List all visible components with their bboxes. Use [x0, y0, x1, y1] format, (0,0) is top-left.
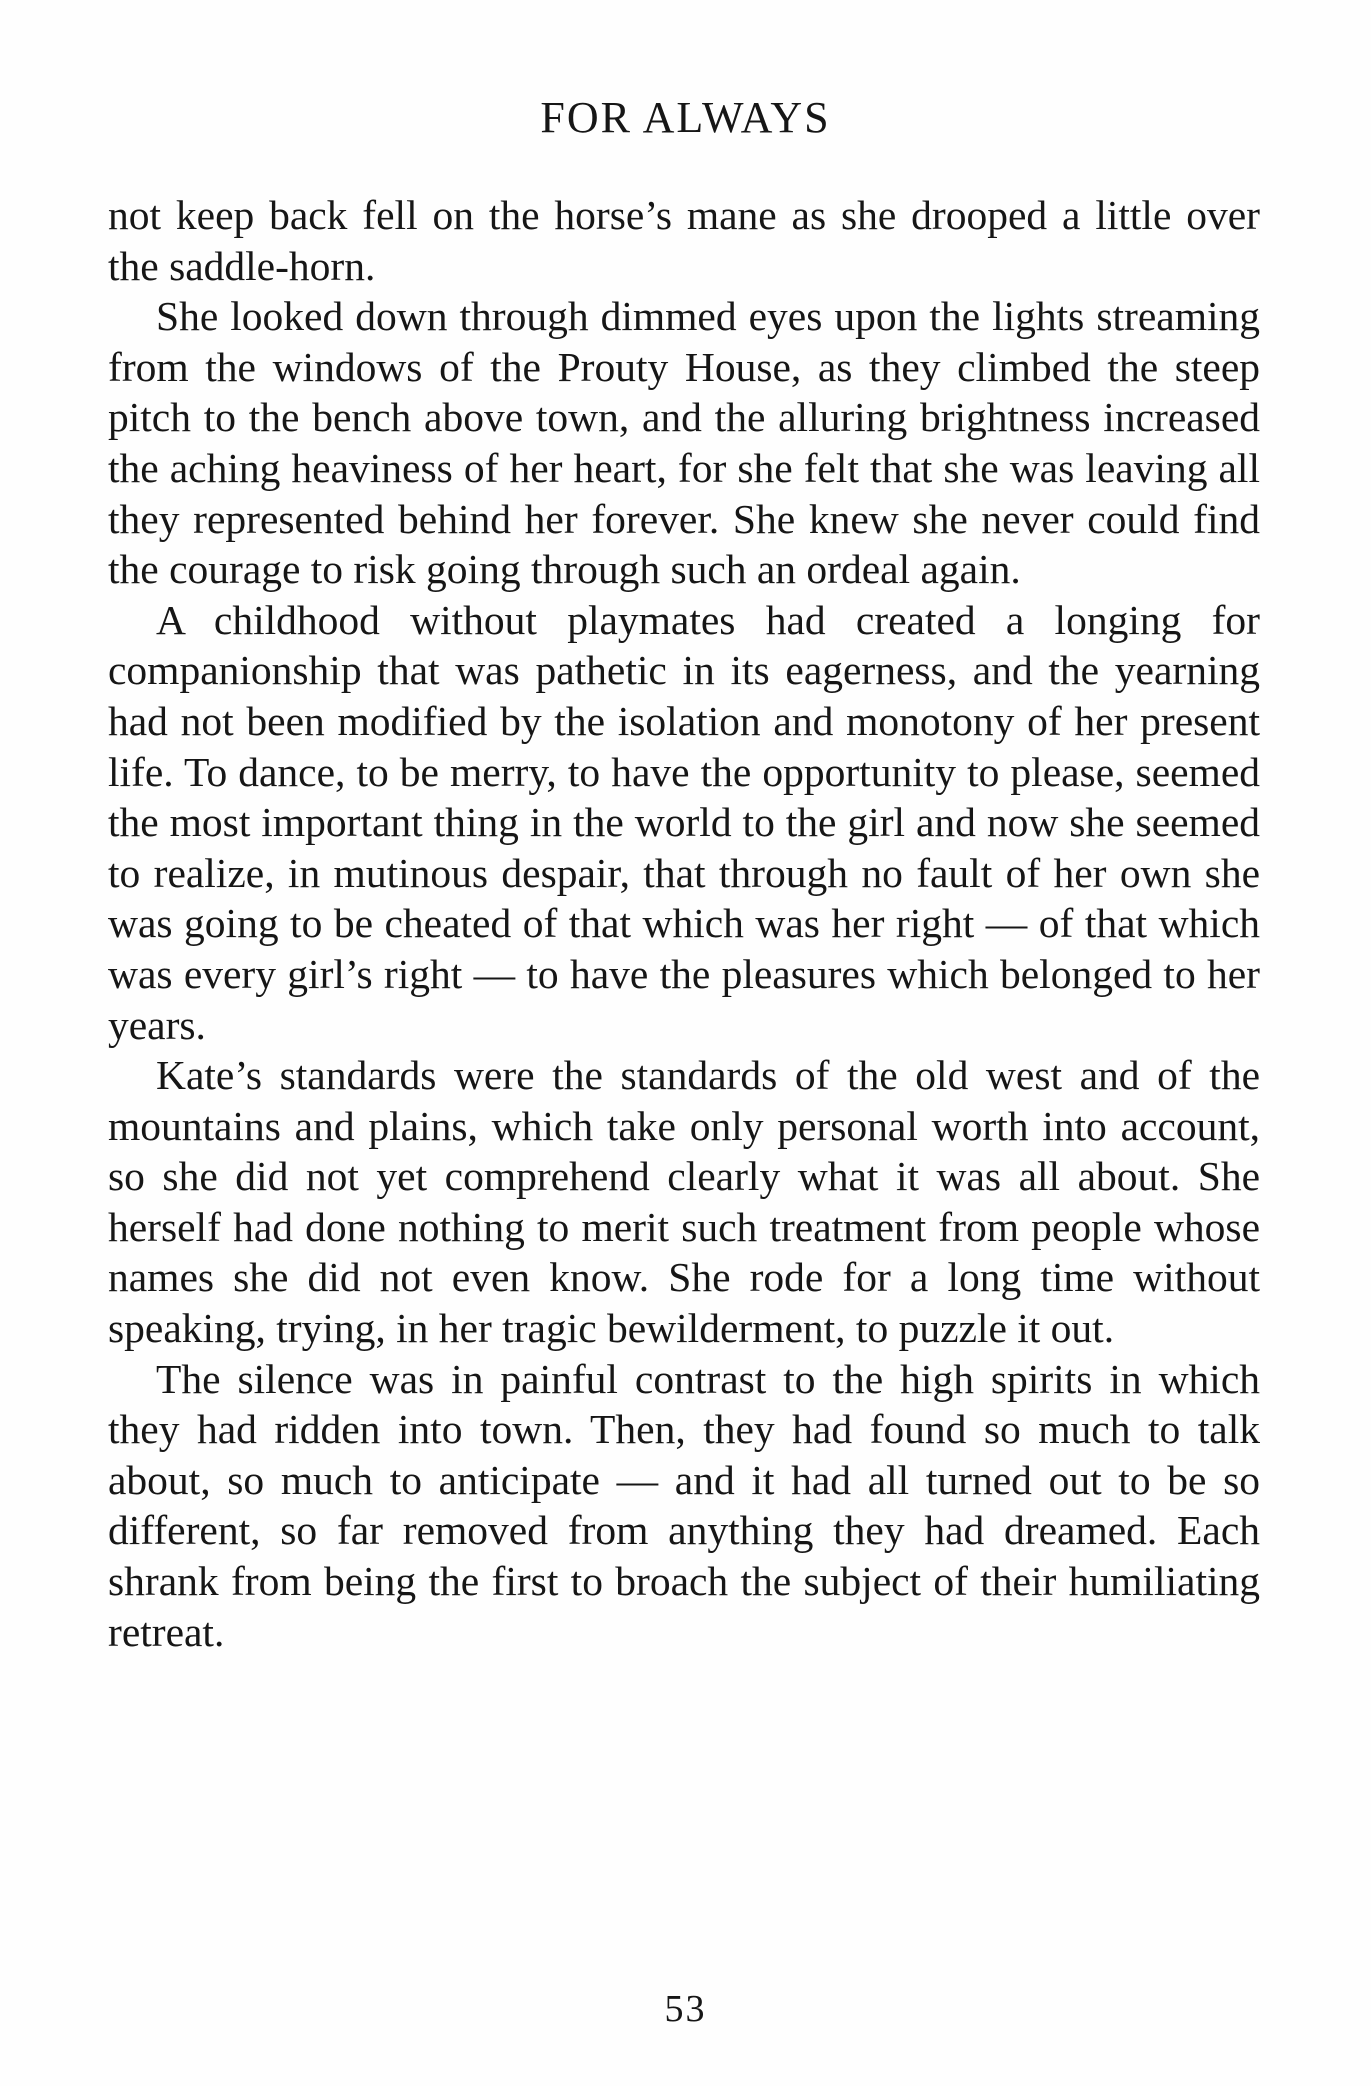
paragraph-continued: not keep back fell on the horse’s mane as she drooped a little over the saddle-horn. [108, 192, 1260, 289]
page-number: 53 [664, 1988, 707, 2030]
paragraph: She looked down through dimmed eyes upon the lights streaming from the windows of the Prouty House, as they climbed the steep pitch to the bench above town, and the alluring brightness increased the aching heaviness of her heart, for she felt that she was leaving all they represented behind her forever. She knew she never could find the courage to risk going through such an ordeal again. [108, 293, 1260, 593]
paragraph: A childhood without playmates had created a longing for companionship that was pathetic in its eagerness, and the yearning had not been modified by the isolation and monotony of her present life. To dance, to be merry, to have the opportunity to please, seemed the most important thing in the world to the girl and now she seemed to realize, in mutinous despair, that through no fault of her own she was going to be cheated of that which was her right — of that which was every girl’s right — to have the pleasures which belonged to her years. [108, 596, 1260, 1048]
paragraph: The silence was in painful contrast to the high spirits in which they had ridden into town. Then, they had found so much to talk about, so much to anticipate — and it had all turned out to be so different, so far removed from anything they had dreamed. Each shrank from being the first to broach the subject of their humiliating retreat. [108, 1355, 1260, 1655]
running-head: FOR ALWAYS [540, 93, 831, 142]
paragraph: Kate’s standards were the standards of the old west and of the mountains and plains, which take only personal worth into account, so she did not yet comprehend clearly what it was all about. She herself had done nothing to merit such treatment from people whose names she did not even know. She rode for a long time without speaking, trying, in her tragic bewilderment, to puzzle it out. [108, 1052, 1260, 1352]
body-text [108, 190, 1260, 1657]
